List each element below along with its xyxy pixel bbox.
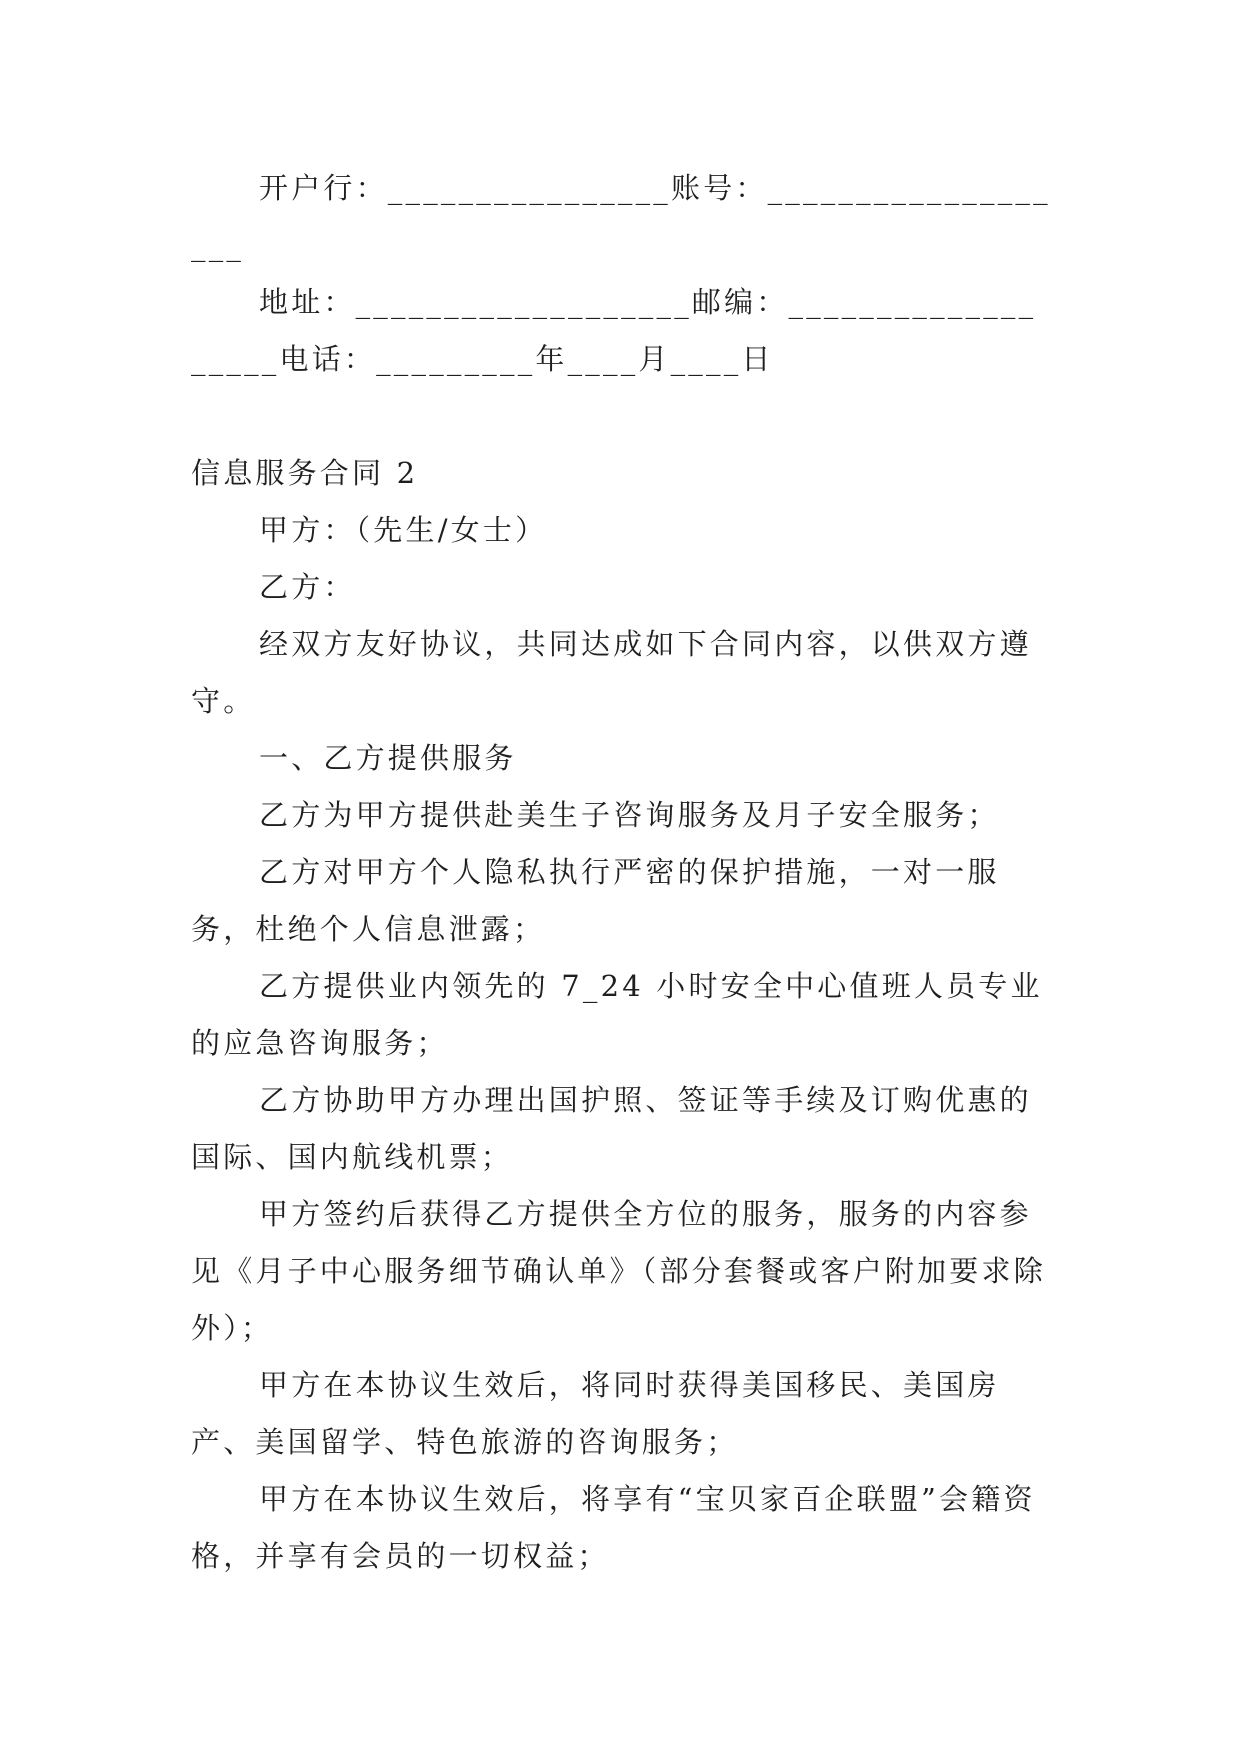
party-a-line: 甲方：（先生/女士） [259, 513, 548, 547]
party-b-line: 乙方： [259, 570, 356, 604]
clause-paragraph: 乙方为甲方提供赴美生子咨询服务及月子安全服务； [259, 798, 1000, 832]
clause-paragraph: 乙方对甲方个人隐私执行严密的保护措施，一对一服务，杜绝个人信息泄露； [191, 855, 1000, 946]
clause-paragraph: 甲方签约后获得乙方提供全方位的服务，服务的内容参见《月子中心服务细节确认单》（部分套餐或客户附加要求除外）； [191, 1197, 1046, 1345]
address-date-line: 地址：___________________邮编：___________________电话：_________年____月____日 [191, 285, 1037, 376]
intro-paragraph: 经双方友好协议，共同达成如下合同内容，以供双方遵守。 [191, 627, 1032, 718]
section-heading: 一、乙方提供服务 [259, 741, 517, 775]
clause-paragraph: 甲方在本协议生效后，将同时获得美国移民、美国房产、美国留学、特色旅游的咨询服务； [191, 1368, 1000, 1459]
clause-paragraph: 乙方协助甲方办理出国护照、签证等手续及订购优惠的国际、国内航线机票； [191, 1083, 1032, 1174]
clause-paragraph: 甲方在本协议生效后，将享有“宝贝家百企联盟”会籍资格，并享有会员的一切权益； [191, 1482, 1036, 1573]
document-body [191, 160, 1051, 1585]
bank-account-line: 开户行：________________账号：___________________ [191, 171, 1051, 262]
spacer [191, 388, 1051, 445]
contract-title: 信息服务合同 2 [191, 456, 419, 490]
clause-paragraph: 乙方提供业内领先的 7_24 小时安全中心值班人员专业的应急咨询服务； [191, 969, 1043, 1060]
